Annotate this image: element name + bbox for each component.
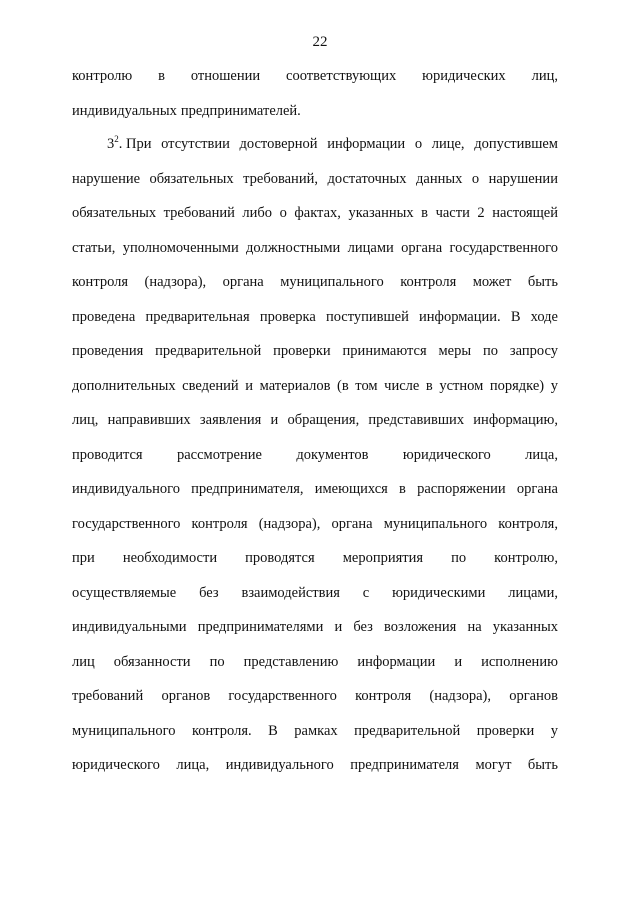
text-line: контролю в отношении соответствующих юридических лиц,	[72, 68, 558, 84]
text-line: дополнительных сведений и материалов (в том числе в устном порядке) у	[72, 377, 558, 394]
text-line: государственного контроля (надзора), органа муниципального контроля,	[72, 515, 558, 532]
text-line: нарушение обязательных требований, достаточных данных о нарушении	[72, 170, 558, 187]
text-line: лиц обязанности по представлению информации и исполнению	[72, 653, 558, 670]
text-line: требований органов государственного контроля (надзора), органов	[72, 688, 558, 704]
text-line: проведена предварительная проверка поступившей информации. В ходе	[72, 308, 558, 325]
continuation-text	[72, 66, 558, 135]
paragraph-marker: $3^2$.	[107, 134, 123, 152]
text-line: проводится рассмотрение документов юридического лица,	[72, 446, 558, 463]
text-line: индивидуального предпринимателя, имеющихся в распоряжении органа	[72, 481, 558, 497]
text-line: $3^2$. При отсутствии достоверной информации о лице, допустившем	[107, 134, 558, 152]
text-line: индивидуальными предпринимателями и без возложения на указанных	[72, 619, 558, 635]
text-line: осуществляемые без взаимодействия с юридическими лицами,	[72, 584, 558, 601]
paragraph-3-2	[72, 134, 558, 790]
text-line: при необходимости проводятся мероприятия по контролю,	[72, 550, 558, 566]
text-line: индивидуальных предпринимателей.	[72, 102, 301, 119]
text-line: статьи, уполномоченными должностными лицами органа государственного	[72, 239, 558, 256]
text-line: лиц, направивших заявления и обращения, представивших информацию,	[72, 412, 558, 428]
text-line: обязательных требований либо о фактах, указанных в части 2 настоящей	[72, 205, 558, 221]
text-line: муниципального контроля. В рамках предварительной проверки у	[72, 722, 558, 739]
text-line: контроля (надзора), органа муниципального контроля может быть	[72, 274, 558, 290]
text-line: юридического лица, индивидуального предпринимателя могут быть	[72, 757, 558, 773]
page-number: 22	[312, 34, 328, 50]
text-line: проведения предварительной проверки принимаются меры по запросу	[72, 343, 558, 359]
